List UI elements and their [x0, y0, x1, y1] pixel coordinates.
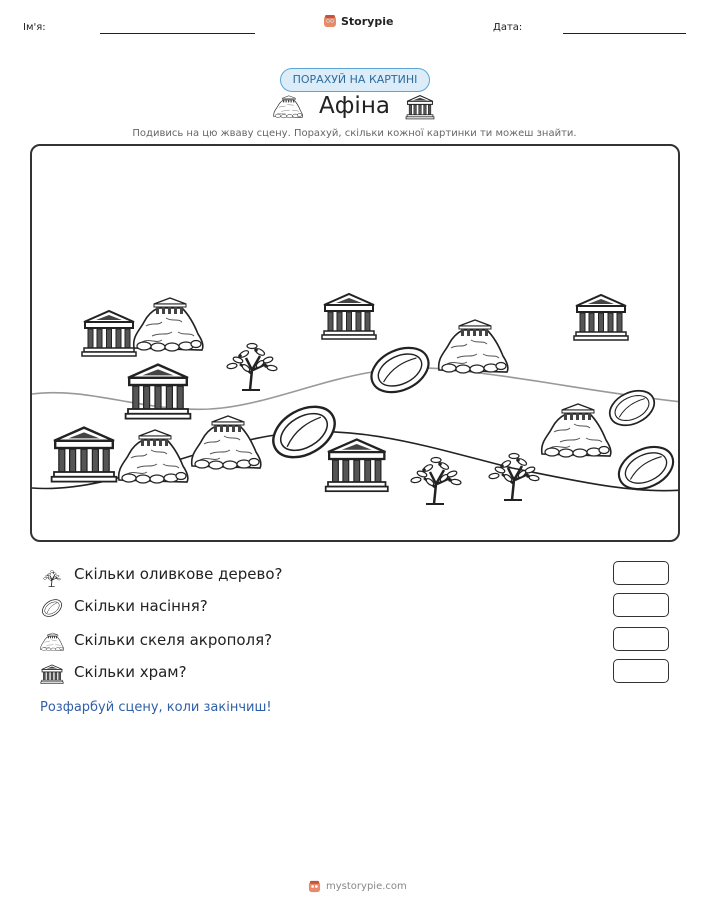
question-row [40, 629, 670, 655]
name-line[interactable] [100, 33, 255, 34]
answer-box[interactable] [613, 659, 669, 683]
date-line[interactable] [563, 33, 686, 34]
date-label: Дата: [493, 22, 523, 33]
temple-5 [52, 428, 117, 482]
temple-1 [82, 311, 136, 356]
answer-box[interactable] [613, 593, 669, 617]
storypie-icon [308, 880, 321, 893]
olive-tree-1 [227, 344, 278, 391]
counting-scene [30, 144, 680, 542]
question-row [40, 661, 670, 687]
footer-site[interactable]: mystorypie.com [326, 881, 407, 892]
acropolis-rock-icon [40, 630, 64, 654]
rock-4 [192, 416, 261, 469]
question-row [40, 595, 670, 621]
temple-icon [40, 662, 64, 686]
temple-2 [322, 294, 376, 339]
worksheet-badge: ПОРАХУЙ НА КАРТИНІ [280, 68, 430, 92]
temple-4 [126, 365, 191, 419]
coloring-instruction: Розфарбуй сцену, коли закінчиш! [40, 700, 272, 715]
seed-3 [604, 384, 660, 432]
answer-box[interactable] [613, 627, 669, 651]
brand-name: Storypie [341, 14, 394, 28]
instructions: Подивись на цю жваву сцену. Порахуй, скільки кожної картинки ти можеш знайти. [132, 128, 577, 139]
footer [308, 880, 407, 893]
rock-3 [119, 430, 188, 483]
olive-tree-2 [411, 458, 462, 505]
question-text: Скільки насіння? [74, 597, 208, 615]
brand-logo [323, 14, 393, 28]
answer-box[interactable] [613, 561, 669, 585]
temple-icon [405, 93, 435, 121]
question-row [40, 563, 670, 589]
temple-6 [326, 439, 388, 491]
seed-1 [364, 339, 435, 401]
question-text: Скільки оливкове дерево? [74, 565, 283, 583]
seed-icon [40, 596, 64, 620]
question-text: Скільки скеля акрополя? [74, 631, 273, 649]
rock-1 [134, 298, 203, 351]
storypie-icon [323, 14, 337, 28]
olive-tree-3 [489, 454, 540, 501]
rock-5 [542, 404, 611, 457]
page-title: Афіна [319, 93, 390, 119]
name-label: Ім'я: [23, 22, 46, 33]
question-text: Скільки храм? [74, 663, 187, 681]
rock-2 [439, 320, 508, 373]
temple-3 [574, 295, 628, 340]
olive-tree-icon [40, 564, 64, 588]
scene-illustration [32, 146, 680, 542]
